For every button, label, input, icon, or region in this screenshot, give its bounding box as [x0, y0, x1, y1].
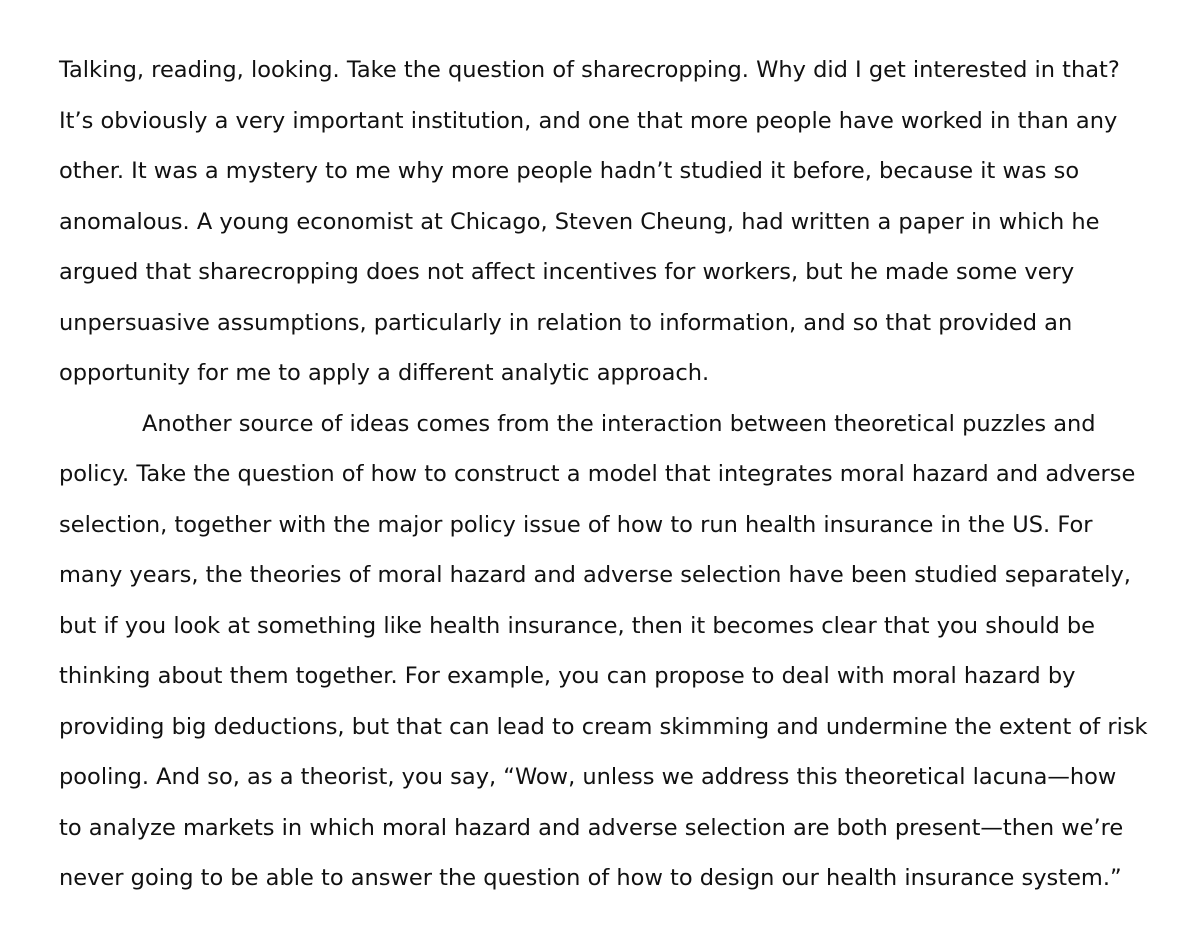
text-line-11: many years, the theories of moral hazard and adverse selection have been studied separately,: [59, 562, 1131, 588]
text-line-14: providing big deductions, but that can lead to cream skimming and undermine the extent of risk: [59, 713, 1148, 740]
text-line-3: other. It was a mystery to me why more people hadn’t studied it before, because it was so: [59, 158, 1080, 184]
text-line-10: selection, together with the major policy issue of how to run health insurance in the US. For: [59, 511, 1093, 538]
text-line-9: policy. Take the question of how to construct a model that integrates moral hazard and adverse: [59, 461, 1136, 487]
text-line-16: to analyze markets in which moral hazard and adverse selection are both present—then we’re: [59, 814, 1124, 841]
text-line-8-paragraph-start: Another source of ideas comes from the interaction between theoretical puzzles and: [142, 410, 1096, 437]
body-text: [59, 45, 1159, 904]
text-line-12: but if you look at something like health insurance, then it becomes clear that you should be: [59, 612, 1096, 639]
text-line-6: unpersuasive assumptions, particularly in relation to information, and so that provided an: [59, 309, 1073, 336]
text-line-1: Talking, reading, looking. Take the question of sharecropping. Why did I get interested in that?: [59, 57, 1120, 83]
text-line-4: anomalous. A young economist at Chicago, Steven Cheung, had written a paper in which he: [59, 208, 1100, 235]
text-line-17: never going to be able to answer the question of how to design our health insurance system.”: [59, 865, 1122, 891]
text-line-2: It’s obviously a very important institution, and one that more people have worked in than any: [59, 107, 1118, 134]
text-line-7: opportunity for me to apply a different analytic approach.: [59, 360, 710, 386]
text-line-15: pooling. And so, as a theorist, you say, “Wow, unless we address this theoretical lacuna—how: [59, 764, 1117, 790]
text-line-5: argued that sharecropping does not affect incentives for workers, but he made some very: [59, 259, 1075, 285]
text-line-13: thinking about them together. For example, you can propose to deal with moral hazard by: [59, 663, 1076, 689]
